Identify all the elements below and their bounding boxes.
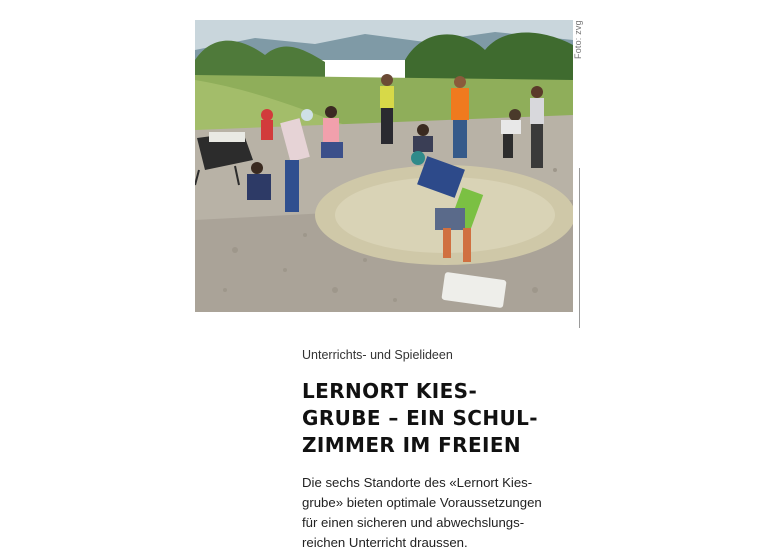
headline-line: GRUBE – EIN SCHUL- (302, 406, 538, 430)
article-headline (302, 378, 582, 459)
lead-line: für einen sicheren und abwechslungs- (302, 515, 525, 530)
article-photo (195, 20, 573, 312)
article-lead (302, 473, 582, 553)
photo-credit: Foto: zvg (573, 20, 583, 59)
vertical-rule (579, 168, 580, 328)
article-kicker: Unterrichts- und Spielideen (302, 348, 453, 362)
lead-line: grube» bieten optimale Voraussetzungen (302, 495, 542, 510)
lead-line: reichen Unterricht draussen. (302, 535, 468, 550)
headline-line: ZIMMER IM FREIEN (302, 433, 522, 457)
gravel-pit-photo (195, 20, 573, 312)
headline-line: LERNORT KIES- (302, 379, 478, 403)
lead-line: Die sechs Standorte des «Lernort Kies- (302, 475, 533, 490)
